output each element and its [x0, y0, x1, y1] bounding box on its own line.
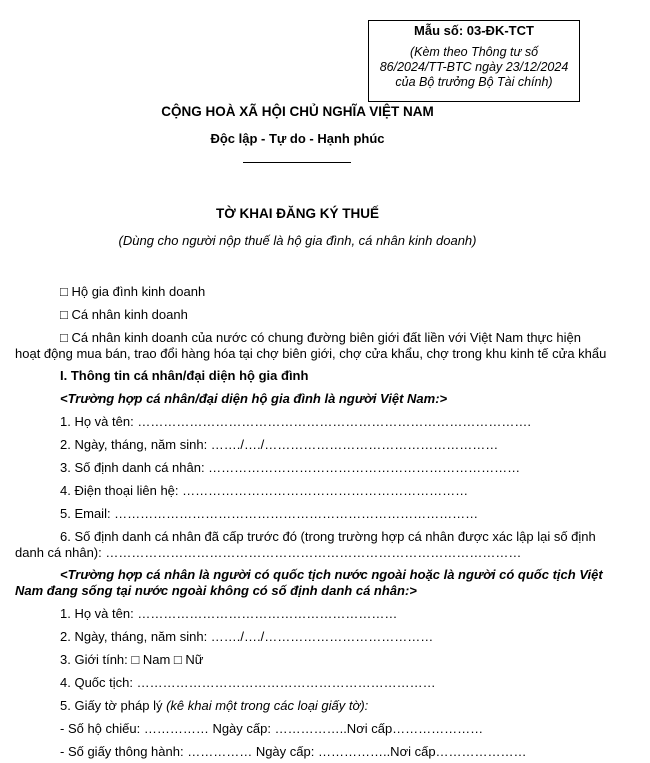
legal-doc-note: (kê khai một trong các loại giấy tờ):	[162, 698, 369, 713]
form-note-line-3: của Bộ trưởng Bộ Tài chính)	[395, 75, 553, 89]
document-title: TỜ KHAI ĐĂNG KÝ THUẾ	[215, 206, 379, 221]
case-foreign-heading-continued: Nam đang sống tại nước ngoài không có số định danh cá nhân:>	[15, 583, 417, 598]
field-email: 5. Email: …………………………………………………………………………	[60, 506, 479, 521]
foreign-field-date-of-birth: 2. Ngày, tháng, năm sinh: ……./…./…………………………………	[60, 629, 434, 644]
field-passport: - Số hộ chiếu: …………… Ngày cấp: ……………..Nơi cấp…………………	[60, 721, 484, 736]
field-personal-id: 3. Số định danh cá nhân: ………………………………………………………………	[60, 460, 521, 475]
foreign-field-full-name: 1. Họ và tên: ……………………………………………………	[60, 606, 398, 621]
form-code: Mẫu số: 03-ĐK-TCT	[414, 23, 534, 38]
foreign-field-gender[interactable]: 3. Giới tính: □ Nam □ Nữ	[60, 652, 204, 667]
field-travel-document: - Số giấy thông hành: …………… Ngày cấp: ……………..Nơi cấp…………………	[60, 744, 527, 759]
field-phone: 4. Điện thoại liên hệ: …………………………………………………………	[60, 483, 469, 498]
option-individual-business[interactable]: □ Cá nhân kinh doanh	[60, 307, 188, 322]
motto-underline	[243, 162, 351, 163]
field-previous-id-continued: danh cá nhân): ……………………………………………………………………………………	[15, 545, 522, 560]
field-previous-id: 6. Số định danh cá nhân đã cấp trước đó (trong trường hợp cá nhân được xác lập lại số định	[60, 529, 596, 544]
option-border-trader[interactable]: □ Cá nhân kinh doanh của nước có chung đường biên giới đất liền với Việt Nam thực hiện	[60, 330, 581, 345]
national-motto: Độc lập - Tự do - Hạnh phúc	[210, 131, 385, 146]
foreign-field-legal-doc	[15, 697, 650, 714]
foreign-field-nationality: 4. Quốc tịch: ……………………………………………………………	[60, 675, 436, 690]
form-note-line-1: (Kèm theo Thông tư số	[409, 45, 539, 59]
legal-doc-label: 5. Giấy tờ pháp lý	[60, 698, 163, 713]
form-number-box	[368, 20, 580, 102]
option-household-business[interactable]: □ Hộ gia đình kinh doanh	[60, 284, 206, 299]
field-date-of-birth: 2. Ngày, tháng, năm sinh: ……./…./………………………………………………	[60, 437, 499, 452]
case-vietnamese-heading: <Trường hợp cá nhân/đại diện hộ gia đình là người Việt Nam:>	[60, 391, 448, 406]
document-subtitle: (Dùng cho người nộp thuế là hộ gia đình, cá nhân kinh doanh)	[118, 233, 477, 248]
option-border-trader-continued: hoạt động mua bán, trao đổi hàng hóa tại chợ biên giới, chợ cửa khẩu, chợ trong khu kinh tế cửa khẩu	[15, 346, 607, 361]
field-full-name: 1. Họ và tên: ……………………………………………………………………………….	[60, 414, 531, 429]
case-foreign-heading: <Trường hợp cá nhân là người có quốc tịch nước ngoài hoặc là người có quốc tịch Việt	[60, 567, 603, 582]
section-1-heading: I. Thông tin cá nhân/đại diện hộ gia đình	[60, 368, 309, 383]
national-title: CỘNG HOÀ XÃ HỘI CHỦ NGHĨA VIỆT NAM	[161, 104, 434, 119]
form-note-line-2: 86/2024/TT-BTC ngày 23/12/2024	[379, 60, 569, 74]
